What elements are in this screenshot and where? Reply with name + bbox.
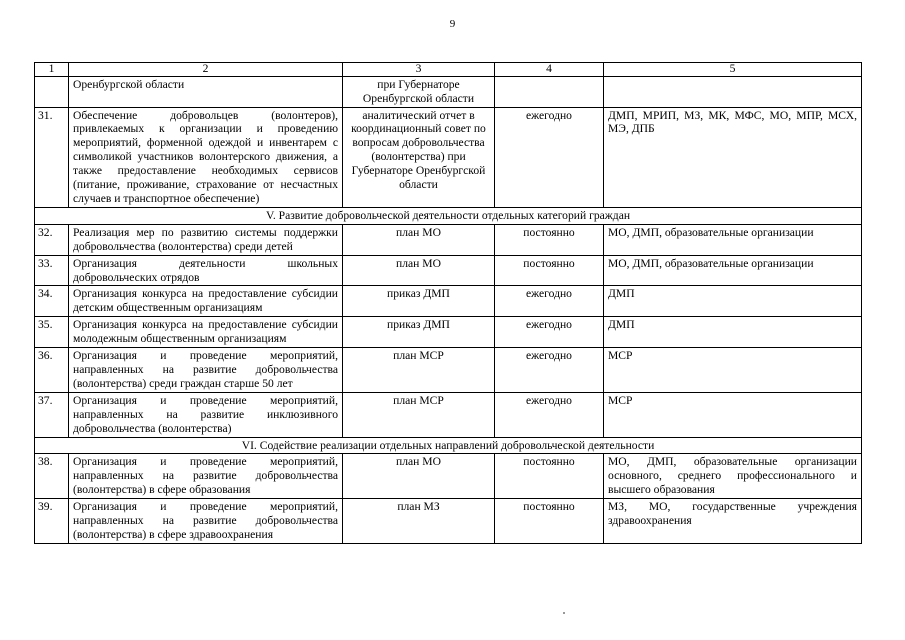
executors: МСР (604, 392, 862, 437)
measure-name: Реализация мер по развитию системы поддержки добровольчества (волонтерства) среди детей (69, 224, 343, 255)
measure-name: Организация деятельности школьных добровольческих отрядов (69, 255, 343, 286)
column-number: 3 (343, 63, 495, 77)
execution-term (495, 76, 604, 107)
table-row (35, 224, 862, 255)
result-document: аналитический отчет в координационный совет по вопросам добровольчества (волонтерства) при Губернаторе Оренбургской области (343, 107, 495, 207)
measure-name: Организация и проведение мероприятий, направленных на развитие инклюзивного добровольчества (волонтерства) (69, 392, 343, 437)
execution-term: ежегодно (495, 348, 604, 393)
result-document: план МЗ (343, 499, 495, 544)
execution-term: ежегодно (495, 286, 604, 317)
result-document: план МО (343, 454, 495, 499)
result-document: приказ ДМП (343, 317, 495, 348)
executors: ДМП (604, 286, 862, 317)
table-row (35, 454, 862, 499)
executors: ДМП, МРИП, МЗ, МК, МФС, МО, МПР, МСХ, МЭ, ДПБ (604, 107, 862, 207)
section-heading-row (35, 437, 862, 454)
measure-name: Оренбургской области (69, 76, 343, 107)
executors: ДМП (604, 317, 862, 348)
column-number: 5 (604, 63, 862, 77)
table-row-continued (35, 76, 862, 107)
section-heading-row (35, 207, 862, 224)
result-document: приказ ДМП (343, 286, 495, 317)
table-row (35, 107, 862, 207)
column-number: 1 (35, 63, 69, 77)
table-row (35, 348, 862, 393)
section-heading: VI. Содействие реализации отдельных направлений добровольческой деятельности (35, 437, 862, 454)
execution-term: постоянно (495, 224, 604, 255)
executors (604, 76, 862, 107)
table-row (35, 392, 862, 437)
column-number: 4 (495, 63, 604, 77)
result-document: план МСР (343, 392, 495, 437)
result-document: при Губернаторе Оренбургской области (343, 76, 495, 107)
row-number: 38. (35, 454, 69, 499)
plan-table (34, 62, 862, 544)
execution-term: постоянно (495, 255, 604, 286)
executors: МО, ДМП, образовательные организации основного, среднего профессионального и высшего образования (604, 454, 862, 499)
table-row (35, 255, 862, 286)
table-row (35, 286, 862, 317)
execution-term: постоянно (495, 454, 604, 499)
executors: МЗ, МО, государственные учреждения здравоохранения (604, 499, 862, 544)
measure-name: Организация конкурса на предоставление субсидии детским общественным организациям (69, 286, 343, 317)
executors: МСР (604, 348, 862, 393)
measure-name: Организация конкурса на предоставление субсидии молодежным общественным организациям (69, 317, 343, 348)
measure-name: Обеспечение добровольцев (волонтеров), привлекаемых к организации и проведению мероприятий, форменной одеждой и инвентарем с символикой участников волонтерского движения, а также предоставление необходимых сервисов (питание, проживание, страхование от несчастных случаев и транспортное обеспечение) (69, 107, 343, 207)
column-number: 2 (69, 63, 343, 77)
column-number-row (35, 63, 862, 77)
scan-speck (563, 612, 565, 614)
executors: МО, ДМП, образовательные организации (604, 255, 862, 286)
measure-name: Организация и проведение мероприятий, направленных на развитие добровольчества (волонтерства) в сфере здравоохранения (69, 499, 343, 544)
row-number: 37. (35, 392, 69, 437)
execution-term: ежегодно (495, 107, 604, 207)
row-number: 34. (35, 286, 69, 317)
row-number (35, 76, 69, 107)
row-number: 39. (35, 499, 69, 544)
execution-term: ежегодно (495, 317, 604, 348)
measure-name: Организация и проведение мероприятий, направленных на развитие добровольчества (волонтерства) среди граждан старше 50 лет (69, 348, 343, 393)
row-number: 32. (35, 224, 69, 255)
executors: МО, ДМП, образовательные организации (604, 224, 862, 255)
result-document: план МСР (343, 348, 495, 393)
row-number: 33. (35, 255, 69, 286)
execution-term: ежегодно (495, 392, 604, 437)
measure-name: Организация и проведение мероприятий, направленных на развитие добровольчества (волонтерства) в сфере образования (69, 454, 343, 499)
table-row (35, 317, 862, 348)
row-number: 36. (35, 348, 69, 393)
row-number: 35. (35, 317, 69, 348)
page-number: 9 (449, 18, 456, 30)
result-document: план МО (343, 224, 495, 255)
table-row (35, 499, 862, 544)
result-document: план МО (343, 255, 495, 286)
row-number: 31. (35, 107, 69, 207)
section-heading: V. Развитие добровольческой деятельности отдельных категорий граждан (35, 207, 862, 224)
execution-term: постоянно (495, 499, 604, 544)
